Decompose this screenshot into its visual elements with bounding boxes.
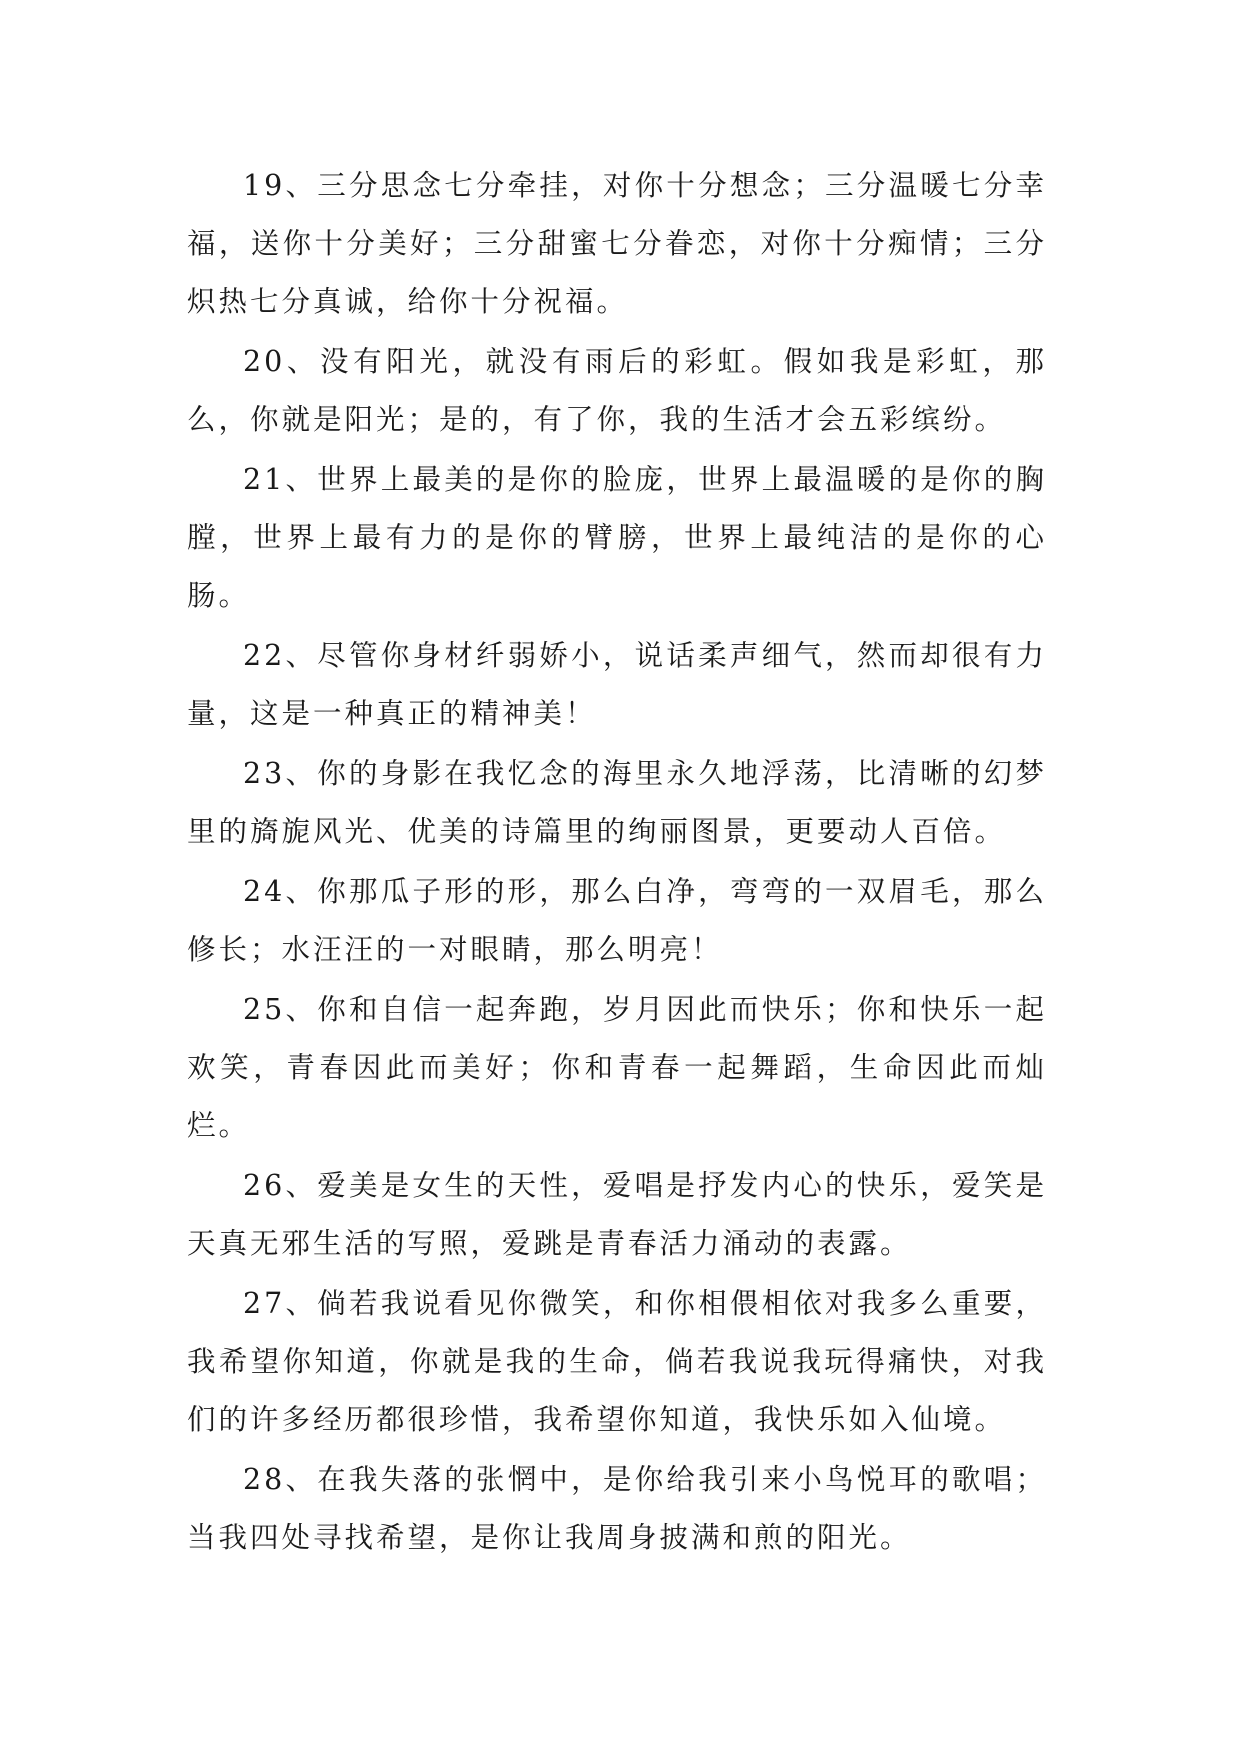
paragraph-23: 23、你的身影在我忆念的海里永久地浮荡，比清晰的幻梦里的旖旎风光、优美的诗篇里的绚丽图景，更要动人百倍。 <box>187 757 1047 848</box>
paragraph-24: 24、你那瓜子形的形，那么白净，弯弯的一双眉毛，那么修长；水汪汪的一对眼睛，那么明亮！ <box>187 875 1047 966</box>
document-body <box>187 157 1047 1569</box>
paragraph-27: 27、倘若我说看见你微笑，和你相偎相依对我多么重要，我希望你知道，你就是我的生命，倘若我说我玩得痛快，对我们的许多经历都很珍惜，我希望你知道，我快乐如入仙境。 <box>187 1287 1047 1436</box>
paragraph-26: 26、爱美是女生的天性，爱唱是抒发内心的快乐，爱笑是天真无邪生活的写照，爱跳是青春活力涌动的表露。 <box>187 1169 1047 1260</box>
paragraph-22: 22、尽管你身材纤弱娇小，说话柔声细气，然而却很有力量，这是一种真正的精神美！ <box>187 639 1047 730</box>
paragraph-25: 25、你和自信一起奔跑，岁月因此而快乐；你和快乐一起欢笑，青春因此而美好；你和青春一起舞蹈，生命因此而灿烂。 <box>187 993 1047 1142</box>
paragraph-21: 21、世界上最美的是你的脸庞，世界上最温暖的是你的胸膛，世界上最有力的是你的臂膀，世界上最纯洁的是你的心肠。 <box>187 463 1047 612</box>
paragraph-19: 19、三分思念七分牵挂，对你十分想念；三分温暖七分幸福，送你十分美好；三分甜蜜七分眷恋，对你十分痴情；三分炽热七分真诚，给你十分祝福。 <box>187 169 1047 318</box>
paragraph-20: 20、没有阳光，就没有雨后的彩虹。假如我是彩虹，那么，你就是阳光；是的，有了你，我的生活才会五彩缤纷。 <box>187 345 1047 436</box>
paragraph-28: 28、在我失落的张惘中，是你给我引来小鸟悦耳的歌唱；当我四处寻找希望，是你让我周身披满和煎的阳光。 <box>187 1463 1047 1554</box>
